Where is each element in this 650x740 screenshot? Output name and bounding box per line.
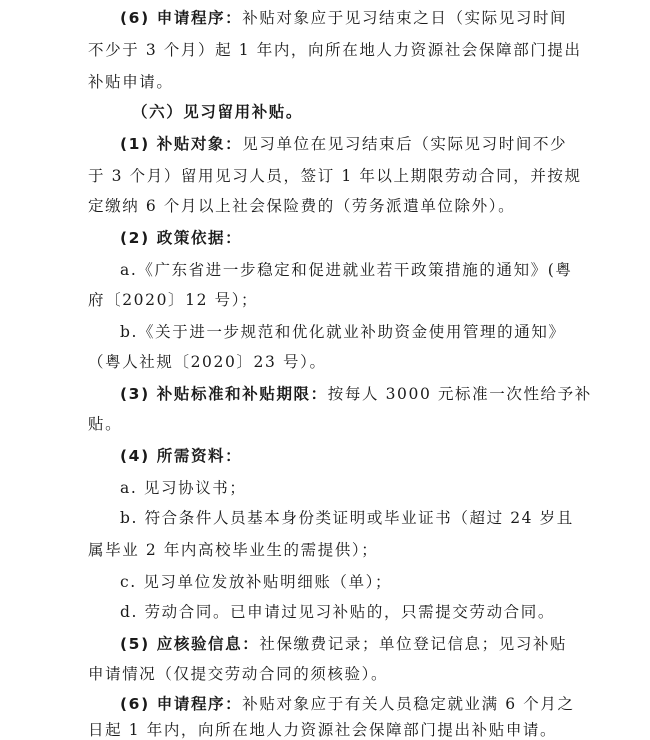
body-text: 日起 1 年内，向所在地人力资源社会保障部门提出补贴申请。 — [88, 721, 558, 739]
body-text: 社保缴费记录；单位登记信息；见习补贴 — [259, 635, 568, 653]
body-text: （粤人社规〔2020〕23 号）。 — [88, 353, 327, 371]
paragraph-line — [120, 322, 566, 342]
item-heading: (4) 所需资料： — [120, 447, 243, 465]
paragraph-line — [120, 134, 567, 154]
paragraph-line — [88, 290, 258, 310]
body-text: b.《关于进一步规范和优化就业补助资金使用管理的通知》 — [120, 323, 566, 341]
body-text: 府〔2020〕12 号）； — [88, 291, 259, 309]
body-text: 见习单位在见习结束后（实际见习时间不少 — [242, 135, 568, 153]
body-text: 属毕业 2 年内高校毕业生的需提供）； — [88, 541, 379, 559]
body-text: 不少于 3 个月）起 1 年内，向所在地人力资源社会保障部门提出 — [88, 41, 582, 59]
item-heading: (6) 申请程序： — [120, 9, 243, 27]
body-text: 补贴对象应于见习结束之日（实际见习时间 — [242, 9, 568, 27]
body-text: 申请情况（仅提交劳动合同的须核验）。 — [88, 665, 389, 683]
paragraph-line — [88, 352, 327, 372]
paragraph-line — [120, 8, 567, 28]
body-text: 补贴对象应于有关人员稳定就业满 6 个月之 — [242, 695, 575, 713]
body-text: 于 3 个月）留用见习人员，签订 1 年以上期限劳动合同，并按规 — [88, 167, 582, 185]
body-text: 定缴纳 6 个月以上社会保险费的（劳务派遣单位除外）。 — [88, 197, 516, 215]
body-text: a.《广东省进一步稳定和促进就业若干政策措施的通知》(粤 — [120, 261, 573, 279]
item-heading: (5) 应核验信息： — [120, 635, 260, 653]
paragraph-line — [88, 414, 122, 434]
body-text: d. 劳动合同。已申请过见习补贴的，只需提交劳动合同。 — [120, 603, 555, 621]
paragraph-line — [120, 572, 392, 592]
paragraph-line — [88, 664, 388, 684]
paragraph-line — [120, 634, 567, 654]
paragraph-line — [120, 508, 574, 528]
item-heading: (6) 申请程序： — [120, 695, 243, 713]
body-text: 按每人 3000 元标准一次性给予补 — [327, 385, 592, 403]
body-text: b. 符合条件人员基本身份类证明或毕业证书（超过 24 岁且 — [120, 509, 574, 527]
body-text: a. 见习协议书； — [120, 479, 247, 497]
body-text: 贴。 — [88, 415, 123, 433]
paragraph-line — [88, 196, 515, 216]
paragraph-line — [120, 602, 555, 622]
paragraph-line — [120, 384, 592, 404]
item-heading: (1) 补贴对象： — [120, 135, 243, 153]
paragraph-line — [120, 478, 247, 498]
item-heading: (3) 补贴标准和补贴期限： — [120, 385, 328, 403]
paragraph-line — [88, 40, 582, 60]
paragraph-line — [88, 540, 378, 560]
body-text: c. 见习单位发放补贴明细账（单）； — [120, 573, 393, 591]
paragraph-line — [88, 72, 174, 92]
paragraph-line — [120, 694, 575, 714]
section-heading: （六）见习留用补贴。 — [132, 103, 304, 121]
paragraph-line — [88, 720, 557, 740]
item-heading: (2) 政策依据： — [120, 229, 243, 247]
paragraph-line — [120, 260, 573, 280]
body-text: 补贴申请。 — [88, 73, 174, 91]
paragraph-line — [88, 166, 582, 186]
